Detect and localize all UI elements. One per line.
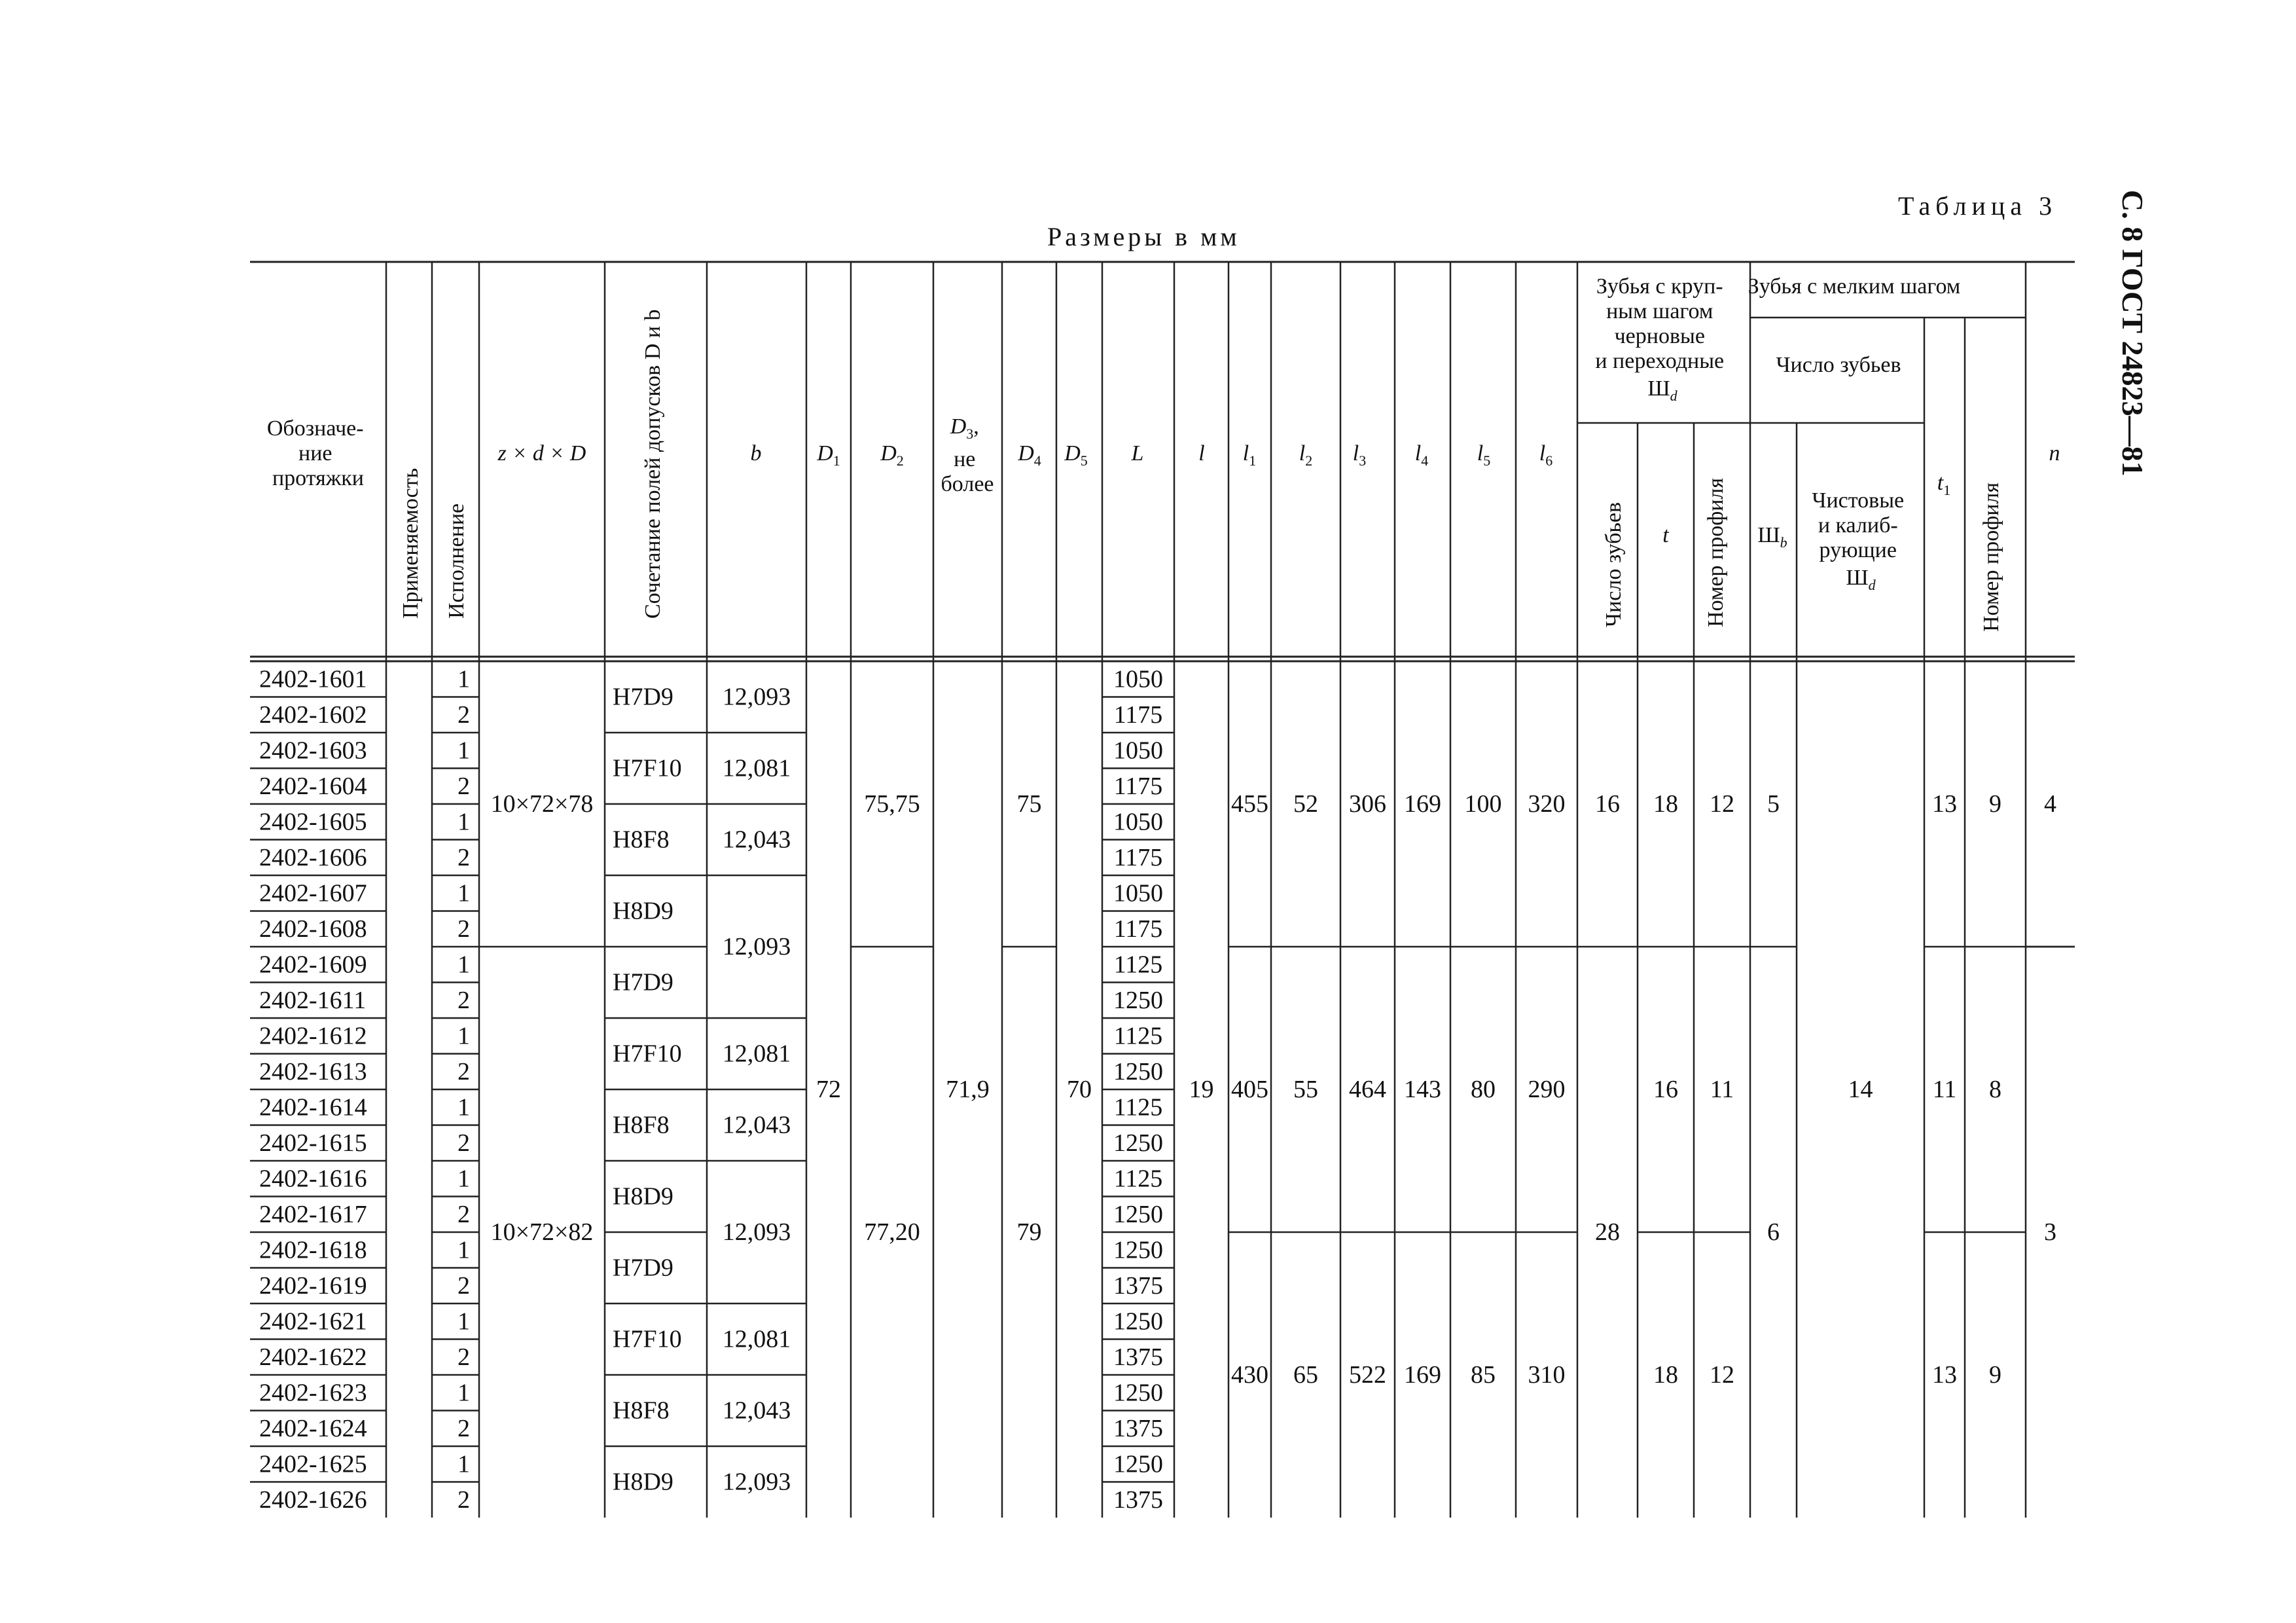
version-cell: 2 xyxy=(457,1414,470,1442)
header-l2: $l_2$ xyxy=(1299,441,1313,469)
length-cell: 1250 xyxy=(1113,1129,1163,1157)
version-cell: 2 xyxy=(457,1271,470,1300)
b-cell: 12,043 xyxy=(722,1396,791,1425)
l6-cell: 320 xyxy=(1528,790,1566,818)
designation-cell: 2402-1625 xyxy=(259,1450,367,1478)
zdD-cell: 10×72×78 xyxy=(490,790,594,818)
designation-cell: 2402-1607 xyxy=(259,879,367,907)
l6-cell: 290 xyxy=(1528,1076,1566,1103)
header-designation: Обозначе- ние протяжки xyxy=(266,416,365,490)
t1-cell: 13 xyxy=(1932,1361,1957,1389)
length-cell: 1125 xyxy=(1113,1022,1163,1050)
b-cell: 12,093 xyxy=(722,683,791,711)
tolerance-cell: H8F8 xyxy=(613,1111,670,1139)
version-cell: 2 xyxy=(457,1129,470,1157)
length-cell: 1175 xyxy=(1113,915,1163,943)
version-cell: 2 xyxy=(457,915,470,943)
designation-cell: 2402-1626 xyxy=(259,1486,367,1514)
n-cell: 3 xyxy=(2044,1218,2056,1246)
version-cell: 1 xyxy=(457,1165,470,1193)
designation-cell: 2402-1622 xyxy=(259,1343,367,1371)
l5-cell: 100 xyxy=(1464,790,1502,818)
version-cell: 1 xyxy=(457,1093,470,1122)
l3-cell: 522 xyxy=(1349,1361,1386,1389)
length-cell: 1175 xyxy=(1113,701,1163,729)
length-cell: 1050 xyxy=(1113,665,1163,693)
header-D4: $D_4$ xyxy=(1018,441,1041,469)
version-cell: 1 xyxy=(457,808,470,836)
version-cell: 2 xyxy=(457,1486,470,1514)
designation-cell: 2402-1619 xyxy=(259,1271,367,1300)
designation-cell: 2402-1609 xyxy=(259,951,367,979)
designation-cell: 2402-1614 xyxy=(259,1093,367,1122)
length-cell: 1250 xyxy=(1113,1450,1163,1478)
header-fine-count: Число зубьев xyxy=(1776,353,1901,377)
cc-cell: 16 xyxy=(1595,790,1620,818)
tolerance-cell: H7F10 xyxy=(613,1325,682,1353)
version-cell: 1 xyxy=(457,879,470,907)
designation-cell: 2402-1613 xyxy=(259,1057,367,1085)
header-version: Исполнение xyxy=(444,503,469,619)
length-cell: 1375 xyxy=(1113,1343,1163,1371)
tolerance-cell: H7D9 xyxy=(613,683,673,711)
l4-cell: 143 xyxy=(1404,1076,1441,1103)
l5-cell: 80 xyxy=(1471,1076,1496,1103)
D1-cell: 72 xyxy=(816,1076,841,1103)
header-n: n xyxy=(2049,441,2060,465)
designation-cell: 2402-1623 xyxy=(259,1379,367,1407)
version-cell: 2 xyxy=(457,986,470,1014)
length-cell: 1125 xyxy=(1113,951,1163,979)
l-cell: 19 xyxy=(1189,1076,1214,1103)
header-fine-finish: Чистовые и калиб- рующие $Ш_d$ xyxy=(1812,488,1905,593)
table-header xyxy=(267,274,2060,632)
tolerance-cell: H7F10 xyxy=(613,754,682,782)
tolerance-cell: H8F8 xyxy=(613,826,670,854)
version-cell: 1 xyxy=(457,1307,470,1336)
t1-cell: 13 xyxy=(1932,790,1957,818)
ct-cell: 18 xyxy=(1653,1361,1678,1389)
version-cell: 1 xyxy=(457,737,470,765)
n-cell: 4 xyxy=(2044,790,2056,818)
length-cell: 1250 xyxy=(1113,986,1163,1014)
header-l1: $l_1$ xyxy=(1242,441,1257,469)
length-cell: 1050 xyxy=(1113,737,1163,765)
version-cell: 2 xyxy=(457,1343,470,1371)
header-coarse-profile: Номер профиля xyxy=(1704,477,1728,627)
tolerance-cell: H7D9 xyxy=(613,1254,673,1282)
designation-cell: 2402-1605 xyxy=(259,808,367,836)
l1-cell: 405 xyxy=(1231,1076,1268,1103)
designation-cell: 2402-1616 xyxy=(259,1165,367,1193)
designation-cell: 2402-1606 xyxy=(259,843,367,871)
version-cell: 1 xyxy=(457,1450,470,1478)
b-cell: 12,043 xyxy=(722,826,791,854)
length-cell: 1125 xyxy=(1113,1093,1163,1122)
D4-cell: 79 xyxy=(1016,1218,1042,1246)
length-cell: 1175 xyxy=(1113,843,1163,871)
tolerance-cell: H8D9 xyxy=(613,897,673,925)
header-D5: $D_5$ xyxy=(1064,441,1088,469)
tolerance-cell: H8D9 xyxy=(613,1468,673,1496)
header-coarse-t: t xyxy=(1662,523,1669,547)
b-cell: 12,081 xyxy=(722,754,791,782)
designation-cell: 2402-1621 xyxy=(259,1307,367,1336)
header-fine-profile: Номер профиля xyxy=(1979,482,2003,632)
length-cell: 1050 xyxy=(1113,808,1163,836)
cp-cell: 12 xyxy=(1710,1361,1734,1389)
l1-cell: 455 xyxy=(1231,790,1268,818)
designation-cell: 2402-1602 xyxy=(259,701,367,729)
D5-cell: 70 xyxy=(1067,1076,1092,1103)
fin-cell: 14 xyxy=(1848,1076,1873,1103)
b-cell: 12,043 xyxy=(722,1111,791,1139)
fp-cell: 9 xyxy=(1989,790,2001,818)
header-tolerance: Сочетание полей допусков D и b xyxy=(641,309,665,619)
version-cell: 1 xyxy=(457,1236,470,1264)
document-side-header: С. 8 ГОСТ 24823—81 xyxy=(2116,190,2149,477)
header-fine-group: Зубья с мелким шагом xyxy=(1748,274,1961,299)
ct-cell: 18 xyxy=(1653,790,1678,818)
header-coarse-count: Число зубьев xyxy=(1602,501,1626,627)
designation-cell: 2402-1618 xyxy=(259,1236,367,1264)
version-cell: 2 xyxy=(457,772,470,800)
tolerance-cell: H7F10 xyxy=(613,1040,682,1068)
length-cell: 1250 xyxy=(1113,1200,1163,1228)
designation-cell: 2402-1603 xyxy=(259,737,367,765)
designation-cell: 2402-1608 xyxy=(259,915,367,943)
version-cell: 2 xyxy=(457,701,470,729)
length-cell: 1375 xyxy=(1113,1414,1163,1442)
header-l5: $l_5$ xyxy=(1477,441,1491,469)
tolerance-cell: H8D9 xyxy=(613,1182,673,1211)
version-cell: 1 xyxy=(457,951,470,979)
l3-cell: 464 xyxy=(1349,1076,1386,1103)
version-cell: 2 xyxy=(457,1057,470,1085)
l2-cell: 52 xyxy=(1293,790,1318,818)
header-l6: $l_6$ xyxy=(1539,441,1553,469)
zdD-cell: 10×72×82 xyxy=(490,1218,594,1246)
l4-cell: 169 xyxy=(1404,1361,1441,1389)
header-D2: $D_2$ xyxy=(880,441,904,469)
length-cell: 1250 xyxy=(1113,1379,1163,1407)
designation-cell: 2402-1617 xyxy=(259,1200,367,1228)
length-cell: 1125 xyxy=(1113,1165,1163,1193)
l5-cell: 85 xyxy=(1471,1361,1496,1389)
length-cell: 1250 xyxy=(1113,1307,1163,1336)
header-l3: $l_3$ xyxy=(1352,441,1367,469)
l3-cell: 306 xyxy=(1349,790,1386,818)
b-cell: 12,093 xyxy=(722,1468,791,1496)
version-cell: 2 xyxy=(457,1200,470,1228)
l2-cell: 55 xyxy=(1293,1076,1318,1103)
t1-cell: 11 xyxy=(1932,1076,1957,1103)
header-D3: $D_3$, не более xyxy=(941,414,994,496)
units-caption: Размеры в мм xyxy=(1047,222,1240,251)
length-cell: 1375 xyxy=(1113,1271,1163,1300)
shb-cell: 6 xyxy=(1767,1218,1780,1246)
header-l4: $l_4$ xyxy=(1414,441,1429,469)
designation-cell: 2402-1611 xyxy=(259,986,367,1014)
header-fine-shb: $Ш_b$ xyxy=(1757,523,1787,551)
l2-cell: 65 xyxy=(1293,1361,1318,1389)
header-coarse-group: Зубья с круп- ным шагом черновые и переходные $Ш_d$ xyxy=(1595,274,1725,404)
l4-cell: 169 xyxy=(1404,790,1441,818)
header-D1: $D_1$ xyxy=(817,441,840,469)
l1-cell: 430 xyxy=(1231,1361,1268,1389)
D3-cell: 71,9 xyxy=(946,1076,990,1103)
length-cell: 1375 xyxy=(1113,1486,1163,1514)
version-cell: 1 xyxy=(457,1022,470,1050)
header-applicability: Применяемость xyxy=(399,467,423,619)
tolerance-cell: H7D9 xyxy=(613,968,673,996)
D4-cell: 75 xyxy=(1016,790,1042,818)
cp-cell: 11 xyxy=(1710,1076,1734,1103)
version-cell: 2 xyxy=(457,843,470,871)
header-zdD: z × d × D xyxy=(497,441,586,465)
designation-cell: 2402-1624 xyxy=(259,1414,367,1442)
version-cell: 1 xyxy=(457,665,470,693)
b-cell: 12,081 xyxy=(722,1325,791,1353)
header-L: L xyxy=(1131,441,1144,465)
designation-cell: 2402-1601 xyxy=(259,665,367,693)
header-l: l xyxy=(1198,441,1205,465)
D2-cell: 75,75 xyxy=(864,790,920,818)
designation-cell: 2402-1612 xyxy=(259,1022,367,1050)
ct-cell: 16 xyxy=(1653,1076,1678,1103)
tolerance-cell: H8F8 xyxy=(613,1396,670,1425)
cc-cell: 28 xyxy=(1595,1218,1620,1246)
b-cell: 12,093 xyxy=(722,933,791,960)
cp-cell: 12 xyxy=(1710,790,1734,818)
designation-cell: 2402-1604 xyxy=(259,772,367,800)
table-title: Таблица 3 xyxy=(1898,191,2058,221)
length-cell: 1175 xyxy=(1113,772,1163,800)
designation-cell: 2402-1615 xyxy=(259,1129,367,1157)
b-cell: 12,093 xyxy=(722,1218,791,1246)
l6-cell: 310 xyxy=(1528,1361,1566,1389)
D2-cell: 77,20 xyxy=(864,1218,920,1246)
header-fine-t1: $t_1$ xyxy=(1937,471,1951,498)
fp-cell: 9 xyxy=(1989,1361,2001,1389)
length-cell: 1250 xyxy=(1113,1057,1163,1085)
length-cell: 1250 xyxy=(1113,1236,1163,1264)
header-b: b xyxy=(750,441,762,465)
shb-cell: 5 xyxy=(1767,790,1780,818)
fp-cell: 8 xyxy=(1989,1076,2001,1103)
version-cell: 1 xyxy=(457,1379,470,1407)
b-cell: 12,081 xyxy=(722,1040,791,1068)
length-cell: 1050 xyxy=(1113,879,1163,907)
